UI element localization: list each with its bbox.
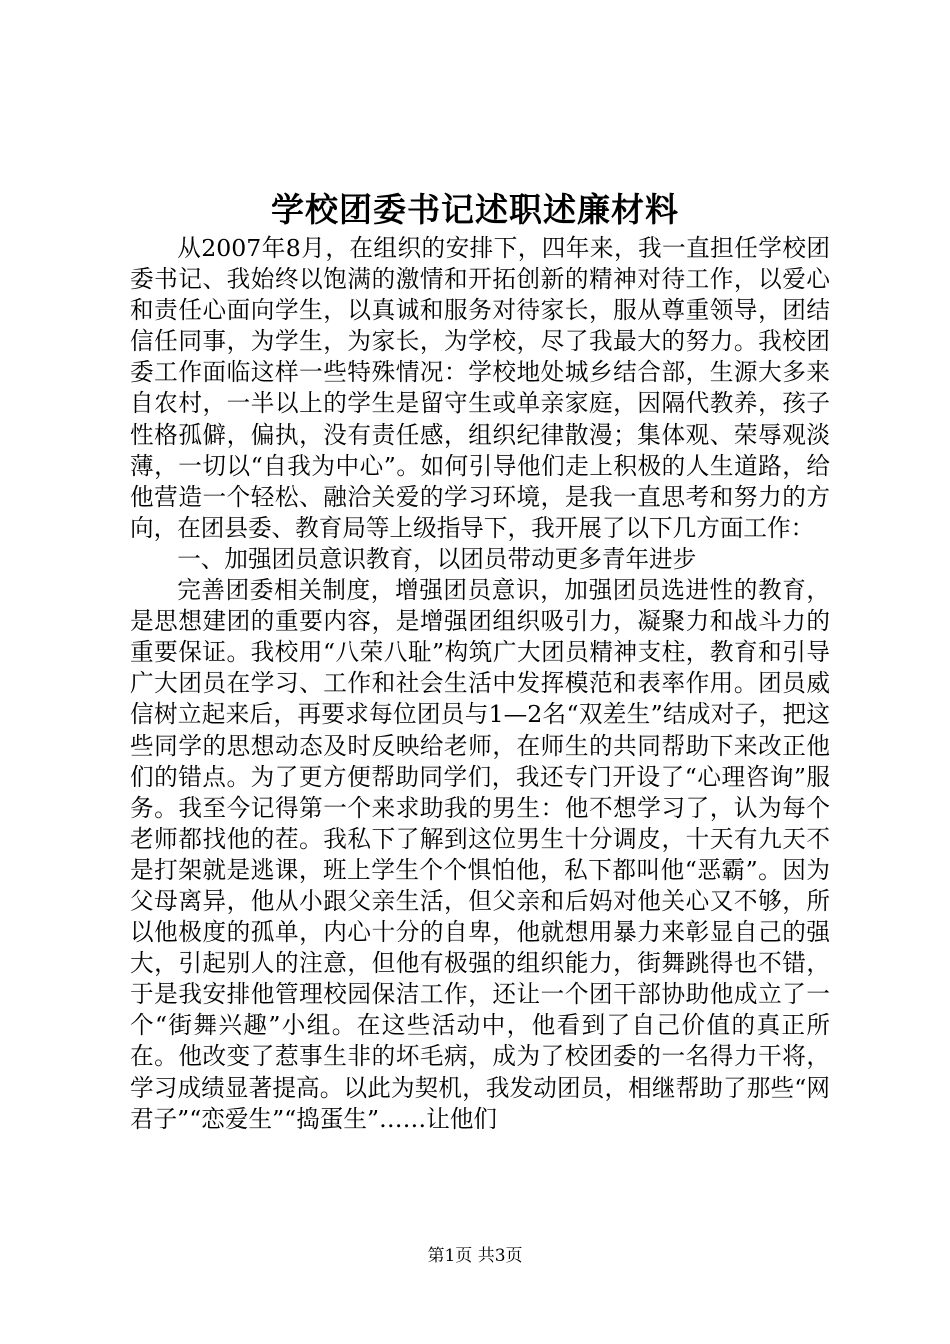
- document-body: [130, 233, 830, 1135]
- page-number-footer: 第1页 共3页: [427, 1246, 523, 1266]
- paragraph-section-1: 完善团委相关制度，增强团员意识，加强团员选进性的教育，是思想建团的重要内容，是增强团组织吸引力，凝聚力和战斗力的重要保证。我校用“八荣八耻”构筑广大团员精神支柱，教育和引导广大团员在学习、工作和社会生活中发挥模范和表率作用。团员威信树立起来后，再要求每位团员与1—2名“双差生”结成对子，把这些同学的思想动态及时反映给老师，在师生的共同帮助下来改正他们的错点。为了更方便帮助同学们，我还专门开设了“心理咨询”服务。我至今记得第一个来求助我的男生：他不想学习了，认为每个老师都找他的茬。我私下了解到这位男生十分调皮，十天有九天不是打架就是逃课，班上学生个个惧怕他，私下都叫他“恶霸”。因为父母离异，他从小跟父亲生活，但父亲和后妈对他关心又不够，所以他极度的孤单，内心十分的自卑，他就想用暴力来彰显自己的强大，引起别人的注意，但他有极强的组织能力，街舞跳得也不错，于是我安排他管理校园保洁工作，还让一个团干部协助他成立了一个“街舞兴趣”小组。在这些活动中，他看到了自己价值的真正所在。他改变了惹事生非的坏毛病，成为了校团委的一名得力干将，学习成绩显著提高。以此为契机，我发动团员，相继帮助了那些“网君子”“恋爱生”“捣蛋生”……让他们: [130, 576, 830, 1133]
- paragraph-intro: 从2007年8月，在组织的安排下，四年来，我一直担任学校团委书记、我始终以饱满的激情和开拓创新的精神对待工作，以爱心和责任心面向学生，以真诚和服务对待家长，服从尊重领导，团结信任同事，为学生，为家长，为学校，尽了我最大的努力。我校团委工作面临这样一些特殊情况：学校地处城乡结合部，生源大多来自农村，一半以上的学生是留守生或单亲家庭，因隔代教养，孩子性格孤僻，偏执，没有责任感，组织纪律散漫；集体观、荣辱观淡薄，一切以“自我为中心”。如何引导他们走上积极的人生道路，给他营造一个轻松、融洽关爱的学习环境，是我一直思考和努力的方向，在团县委、教育局等上级指导下，我开展了以下几方面工作：: [130, 234, 830, 542]
- document-title: 学校团委书记述职述廉材料: [271, 190, 679, 229]
- section-heading-1: 一、加强团员意识教育，以团员带动更多青年进步: [177, 544, 697, 573]
